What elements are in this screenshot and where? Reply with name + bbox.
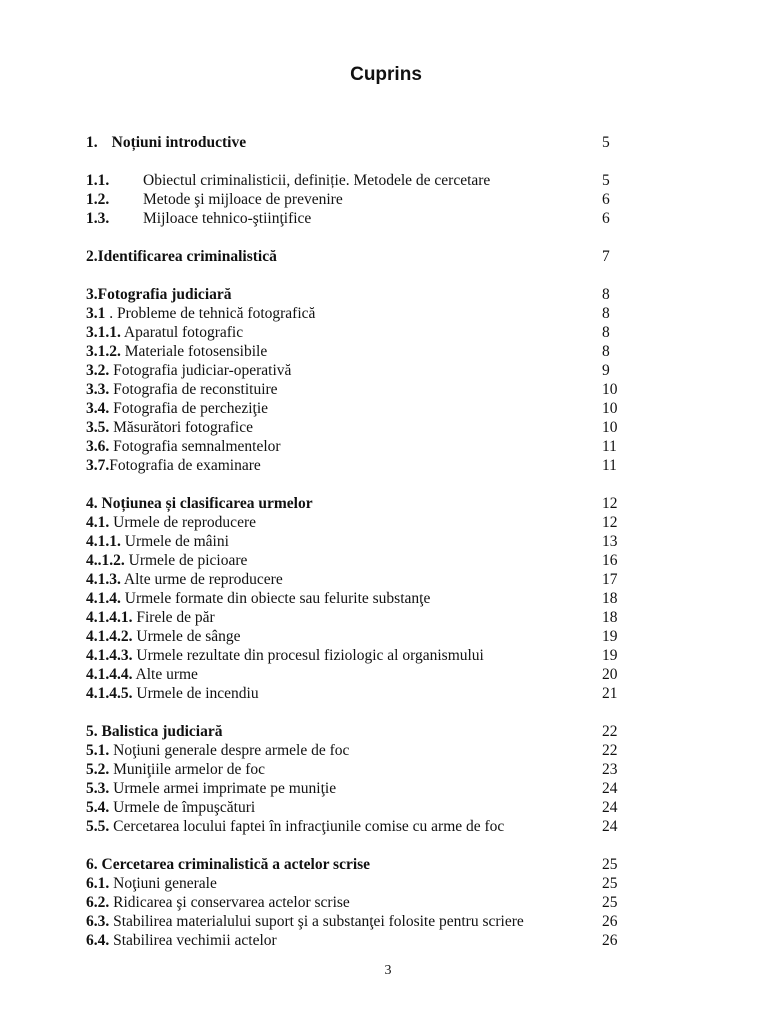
toc-entry-page: 5 — [602, 134, 610, 151]
toc-entry-title: . Probleme de tehnică fotografică — [109, 305, 316, 322]
toc-entry-page: 8 — [602, 324, 610, 341]
toc-entry[interactable] — [86, 570, 626, 589]
toc-entry-title: Identificarea criminalistică — [97, 248, 277, 265]
toc-entry[interactable] — [86, 798, 626, 817]
toc-entry-number: 3.3. — [86, 381, 110, 398]
toc-entry-title: Fotografia semnalmentelor — [113, 438, 281, 455]
toc-entry[interactable] — [86, 513, 626, 532]
toc-entry[interactable] — [86, 342, 626, 361]
toc-entry[interactable] — [86, 627, 626, 646]
toc-entry-number: 4..1.2. — [86, 552, 125, 569]
toc-entry-title: Materiale fotosensibile — [124, 343, 268, 360]
toc-entry[interactable] — [86, 589, 626, 608]
toc-spacer — [86, 836, 626, 855]
toc-entry-number: 3.6. — [86, 438, 110, 455]
toc-entry-page: 8 — [602, 286, 610, 303]
toc-entry-title: Cercetarea criminalistică a actelor scrise — [101, 856, 371, 873]
toc-entry-title: Alte urme — [135, 666, 198, 683]
toc-spacer — [86, 152, 626, 171]
toc-entry-page: 5 — [602, 172, 610, 189]
toc-entry-page: 22 — [602, 742, 618, 759]
toc-entry-number: 3.1.2. — [86, 343, 121, 360]
toc-entry-title: Alte urme de reproducere — [123, 571, 283, 588]
toc-entry-page: 19 — [602, 628, 618, 645]
toc-entry[interactable] — [86, 608, 626, 627]
toc-entry-page: 8 — [602, 343, 610, 360]
toc-entry-page: 18 — [602, 590, 618, 607]
toc-entry[interactable] — [86, 285, 626, 304]
toc-entry-number: 4.1.1. — [86, 533, 121, 550]
toc-entry-page: 9 — [602, 362, 610, 379]
toc-entry-number: 2. — [86, 248, 98, 265]
toc-entry-number: 1.2. — [86, 191, 110, 208]
toc-entry-page: 10 — [602, 400, 618, 417]
toc-entry-page: 20 — [602, 666, 618, 683]
toc-entry-title: Fotografia de reconstituire — [113, 381, 278, 398]
toc-entry[interactable] — [86, 304, 626, 323]
toc-entry-title: Muniţiile armelor de foc — [113, 761, 266, 778]
toc-spacer — [86, 228, 626, 247]
toc-entry-title: Noțiunea și clasificarea urmelor — [101, 495, 313, 512]
toc-entry[interactable] — [86, 209, 626, 228]
toc-entry-page: 10 — [602, 381, 618, 398]
toc-entry-page: 12 — [602, 514, 618, 531]
toc-entry[interactable] — [86, 741, 626, 760]
toc-entry-title: Mijloace tehnico-ştiinţifice — [143, 210, 312, 227]
toc-entry-page: 8 — [602, 305, 610, 322]
toc-spacer — [86, 266, 626, 285]
toc-entry-number: 4.1. — [86, 514, 110, 531]
toc-entry-number: 3.7. — [86, 457, 110, 474]
toc-entry[interactable] — [86, 361, 626, 380]
toc-entry-number: 6. — [86, 856, 98, 873]
toc-entry[interactable] — [86, 893, 626, 912]
toc-entry-page: 25 — [602, 856, 618, 873]
toc-entry-number: 5. — [86, 723, 98, 740]
toc-entry[interactable] — [86, 399, 626, 418]
toc-entry-title: Ridicarea şi conservarea actelor scrise — [113, 894, 350, 911]
toc-entry-page: 21 — [602, 685, 618, 702]
toc-entry-number: 4.1.4.3. — [86, 647, 133, 664]
toc-spacer — [86, 703, 626, 722]
toc-entry-number: 5.3. — [86, 780, 110, 797]
toc-entry-title: Măsurători fotografice — [113, 419, 253, 436]
toc-entry-number: 3.1 — [86, 305, 106, 322]
toc-entry[interactable] — [86, 551, 626, 570]
toc-entry-number: 3.2. — [86, 362, 110, 379]
toc-entry-title: Firele de păr — [136, 609, 215, 626]
toc-entry[interactable] — [86, 817, 626, 836]
toc-entry-title: Aparatul fotografic — [123, 324, 244, 341]
toc-entry-page: 18 — [602, 609, 618, 626]
toc-entry[interactable] — [86, 418, 626, 437]
toc-entry-page: 6 — [602, 210, 610, 227]
toc-entry-number: 3.5. — [86, 419, 110, 436]
toc-entry-title: Urmele formate din obiecte sau felurite substanţe — [124, 590, 431, 607]
toc-entry-page: 24 — [602, 780, 618, 797]
toc-entry-title: Urmele de incendiu — [136, 685, 259, 702]
toc-entry-title: Urmele de împuşcături — [113, 799, 256, 816]
toc-entry-number: 1. — [86, 134, 98, 151]
page-number: 3 — [384, 963, 392, 978]
toc-entry-title: Cercetarea locului faptei în infracţiunile comise cu arme de foc — [113, 818, 505, 835]
toc-entry[interactable] — [86, 684, 626, 703]
toc-entry-page: 23 — [602, 761, 618, 778]
toc-entry-title: Urmele rezultate din procesul fiziologic al organismului — [136, 647, 484, 664]
toc-entry-number: 4.1.3. — [86, 571, 121, 588]
toc-entry-number: 5.5. — [86, 818, 110, 835]
toc-entry-page: 16 — [602, 552, 618, 569]
toc-entry[interactable] — [86, 456, 626, 475]
toc-entry-title: Urmele de sânge — [136, 628, 241, 645]
toc-entry-number: 6.1. — [86, 875, 110, 892]
toc-entry-number: 4.1.4.5. — [86, 685, 133, 702]
toc-entry-page: 26 — [602, 913, 618, 930]
toc-entry-page: 6 — [602, 191, 610, 208]
toc-entry-title: Fotografia judiciară — [97, 286, 232, 303]
toc-entry-number: 5.1. — [86, 742, 110, 759]
toc-entry[interactable] — [86, 323, 626, 342]
table-of-contents — [86, 133, 626, 950]
toc-entry-title: Urmele de mâini — [124, 533, 229, 550]
toc-entry-number: 5.4. — [86, 799, 110, 816]
toc-entry-number: 3.1.1. — [86, 324, 121, 341]
toc-entry-title: Stabilirea vechimii actelor — [113, 932, 277, 949]
toc-entry[interactable] — [86, 912, 626, 931]
toc-entry-page: 25 — [602, 894, 618, 911]
toc-entry-title: Fotografia judiciar-operativă — [113, 362, 292, 379]
toc-entry[interactable] — [86, 532, 626, 551]
toc-entry[interactable] — [86, 665, 626, 684]
toc-entry-title: Fotografia de examinare — [109, 457, 261, 474]
toc-entry-number: 4.1.4. — [86, 590, 121, 607]
toc-entry-title: Urmele armei imprimate pe muniţie — [113, 780, 337, 797]
toc-entry-page: 25 — [602, 875, 618, 892]
toc-entry-page: 26 — [602, 932, 618, 949]
toc-entry-number: 4.1.4.1. — [86, 609, 133, 626]
toc-entry[interactable] — [86, 722, 626, 741]
toc-entry-number: 6.4. — [86, 932, 110, 949]
toc-entry[interactable] — [86, 133, 626, 152]
toc-entry-number: 4. — [86, 495, 98, 512]
toc-entry-title: Obiectul criminalisticii, definiție. Metodele de cercetare — [143, 172, 491, 189]
toc-entry-title: Urmele de reproducere — [113, 514, 256, 531]
toc-entry-title: Noţiuni generale — [113, 875, 217, 892]
toc-entry-title: Noţiuni generale despre armele de foc — [113, 742, 350, 759]
toc-entry-number: 3. — [86, 286, 98, 303]
toc-entry-number: 6.3. — [86, 913, 110, 930]
toc-entry-title: Noțiuni introductive — [111, 134, 247, 151]
toc-entry-number: 4.1.4.4. — [86, 666, 133, 683]
toc-entry-title: Balistica judiciară — [101, 723, 223, 740]
toc-entry[interactable] — [86, 380, 626, 399]
toc-entry[interactable] — [86, 247, 626, 266]
toc-entry-page: 17 — [602, 571, 618, 588]
toc-entry-page: 11 — [602, 438, 617, 455]
toc-entry-number: 6.2. — [86, 894, 110, 911]
toc-entry-title: Urmele de picioare — [128, 552, 248, 569]
document-title: Cuprins — [350, 64, 422, 85]
toc-entry[interactable] — [86, 171, 626, 190]
toc-entry[interactable] — [86, 190, 626, 209]
toc-entry-title: Stabilirea materialului suport şi a substanţei folosite pentru scriere — [113, 913, 524, 930]
toc-entry-page: 10 — [602, 419, 618, 436]
toc-entry-page: 22 — [602, 723, 618, 740]
toc-entry-page: 24 — [602, 818, 618, 835]
toc-entry[interactable] — [86, 494, 626, 513]
toc-entry-page: 13 — [602, 533, 618, 550]
toc-entry-page: 19 — [602, 647, 618, 664]
toc-entry-number: 1.1. — [86, 172, 110, 189]
toc-entry-page: 12 — [602, 495, 618, 512]
toc-entry[interactable] — [86, 779, 626, 798]
toc-entry-page: 11 — [602, 457, 617, 474]
toc-entry[interactable] — [86, 855, 626, 874]
toc-entry-number: 4.1.4.2. — [86, 628, 133, 645]
toc-entry-number: 5.2. — [86, 761, 110, 778]
toc-entry[interactable] — [86, 931, 626, 950]
toc-entry[interactable] — [86, 760, 626, 779]
toc-entry[interactable] — [86, 874, 626, 893]
toc-entry-number: 3.4. — [86, 400, 110, 417]
toc-entry[interactable] — [86, 646, 626, 665]
toc-entry-title: Fotografia de percheziţie — [113, 400, 269, 417]
toc-entry[interactable] — [86, 437, 626, 456]
toc-entry-page: 7 — [602, 248, 610, 265]
toc-entry-number: 1.3. — [86, 210, 110, 227]
toc-entry-title: Metode şi mijloace de prevenire — [143, 191, 343, 208]
toc-entry-page: 24 — [602, 799, 618, 816]
toc-spacer — [86, 475, 626, 494]
